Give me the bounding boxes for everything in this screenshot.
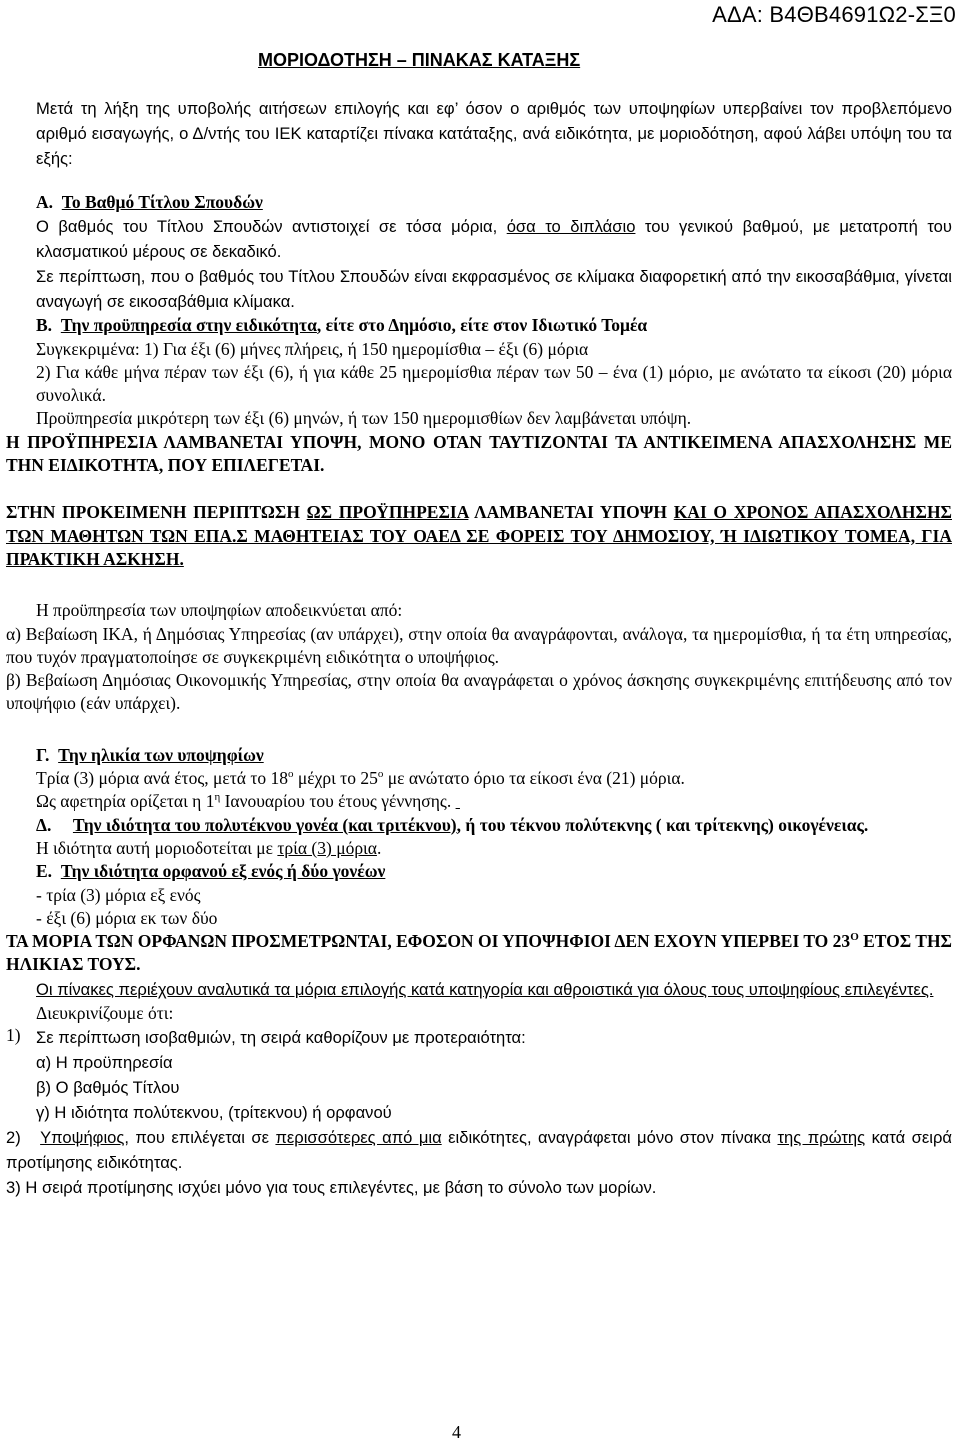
section-a-paragraph-2: Σε περίπτωση, που ο βαθμός του Τίτλου Σπουδών είναι εκφρασμένος σε κλίμακα διαφορετική από την εικοσαβάθμια, γίνεται αναγωγή σε εικοσαβάθμια κλίμακα. — [36, 267, 952, 312]
clarification-item-1-c: γ) Η ιδιότητα πολύτεκνου, (τρίτεκνου) ή ορφανού — [36, 1103, 392, 1123]
section-e-title: Την ιδιότητα ορφανού εξ ενός ή δύο γονέων — [60, 861, 386, 882]
section-e-letter: Ε. — [36, 861, 53, 882]
page-number: 4 — [452, 1422, 461, 1442]
document-body — [6, 96, 952, 1200]
clarification-item-1-number: 1) — [6, 1025, 21, 1046]
section-e-line-1: - τρία (3) μόρια εξ ενός — [36, 884, 201, 905]
e-caps-b: ΕΤΟΣ ΤΗΣ ΗΛΙΚΙΑΣ ΤΟΥΣ. — [6, 931, 952, 975]
intro-paragraph: Μετά τη λήξη της υποβολής αιτήσεων επιλογής και εφ’ όσον ο αριθμός των υποψηφίων υπερβαίνει τον προβλεπόμενο αριθμό εισαγωγής, ο Δ/ντής του ΙΕΚ καταρτίζει πίνακα κατάταξης, ανά ειδικότητα, με μοριοδότηση, αφού λάβει υπόψη του τα εξής: — [36, 99, 952, 168]
proof-intro: Η προϋπηρεσία των υποψηφίων αποδεικνύεται από: — [36, 600, 403, 621]
section-a-letter: Α. — [36, 192, 54, 212]
clarification-item-1 — [6, 1025, 952, 1050]
section-d-heading — [6, 814, 952, 837]
section-b-caps-notice-1: Η ΠΡΟΫΠΗΡΕΣΙΑ ΛΑΜΒΑΝΕΤΑΙ ΥΠΟΨΗ, ΜΟΝΟ ΟΤΑΝ ΤΑΥΤΙΖΟΝΤΑΙ ΤΑ ΑΝΤΙΚΕΙΜΕΝΑ ΑΠΑΣΧΟΛΗΣΗΣ ΜΕ ΤΗΝ ΕΙΔΙΚΟΤΗΤΑ, ΠΟΥ ΕΠΙΛΕΓΕΤΑΙ. — [6, 431, 952, 476]
caps2-text-2: ΛΑΜΒΑΝΕΤΑΙ ΥΠΟΨΗ — [468, 502, 674, 523]
clarification-item-2-number: 2) — [6, 1128, 21, 1148]
c-line1-sup2: ο — [377, 768, 384, 781]
section-b-heading — [6, 314, 952, 337]
clarification-item-3: 3) Η σειρά προτίμησης ισχύει μόνο για τους επιλεγέντες, με βάση το σύνολο των μορίων. — [6, 1178, 657, 1198]
clarification-item-1-a: α) Η προϋπηρεσία — [36, 1053, 173, 1073]
e-caps-sup: Ο — [850, 931, 859, 944]
section-e-line-2: - έξι (6) μόρια εκ των δύο — [36, 907, 218, 928]
section-e-caps-notice — [6, 930, 952, 977]
section-a-p1-text: Ο βαθμός του Τίτλου Σπουδών αντιστοιχεί σε τόσα μόρια, — [36, 217, 507, 237]
section-b-line-1: Συγκεκριμένα: 1) Για έξι (6) μήνες πλήρεις, ή 150 ημερομίσθια – έξι (6) μόρια — [36, 338, 589, 359]
ada-code: ΑΔΑ: Β4ΘΒ4691Ω2-ΣΞ0 — [712, 2, 956, 27]
section-b-line-2: 2) Για κάθε μήνα πέραν των έξι (6), ή για κάθε 25 ημερομίσθια πέραν των 50 – ένα (1) μόριο, με ανώτατο τα είκοσι (20) μόρια συνολικά. — [36, 361, 952, 406]
clarification-item-2 — [6, 1125, 952, 1175]
section-b-caps-notice-2 — [6, 501, 952, 571]
clarification-item-1-text: Σε περίπτωση ισοβαθμιών, τη σειρά καθορίζουν με προτεραιότητα: — [36, 1028, 526, 1048]
section-c-line-1 — [6, 767, 952, 790]
section-d-line — [6, 837, 952, 860]
d-line-a: Η ιδιότητα αυτή μοριοδοτείται με — [36, 837, 278, 858]
section-a-heading — [6, 191, 952, 214]
section-c-title: Την ηλικία των υποψηφίων — [58, 744, 264, 765]
section-b-letter: Β. — [36, 315, 53, 336]
clarification-item-1-b: β) Ο βαθμός Τίτλου — [36, 1078, 180, 1098]
caps2-text: ΣΤΗΝ ΠΡΟΚΕΙΜΕΝΗ ΠΕΡΙΠΤΩΣΗ — [6, 502, 307, 523]
section-b-title-rest: , είτε στο Δημόσιο, είτε στον Ιδιωτικό Τομέα — [316, 315, 648, 336]
c-line2-sup: η — [214, 791, 221, 804]
item2-underlined-2: περισσότερες από μια — [275, 1128, 442, 1148]
section-d-title-underlined: Την ιδιότητα του πολυτέκνου γονέα (και τριτέκνου) — [72, 814, 457, 835]
item2-text-c: κατά σειρά προτίμησης ειδικότητας. — [6, 1128, 952, 1173]
section-b-line-3: Προϋπηρεσία μικρότερη των έξι (6) μηνών, ή των 150 ημερομισθίων δεν λαμβάνεται υπόψη. — [36, 408, 692, 429]
section-e-heading — [6, 860, 952, 883]
item2-text-b: ειδικότητες, αναγράφεται μόνο στον πίνακα — [441, 1128, 778, 1148]
proof-item-b: β) Βεβαίωση Δημόσιας Οικονομικής Υπηρεσίας, στην οποία θα αναγράφεται ο χρόνος άσκησης συγκεκριμένης επιτήδευσης από τον υποψήφιο (εάν υπάρχει). — [6, 670, 952, 714]
page-title: ΜΟΡΙΟΔΟΤΗΣΗ – ΠΙΝΑΚΑΣ ΚΑΤΑΞΗΣ — [258, 50, 581, 70]
section-b-title-underlined: Την προϋπηρεσία στην ειδικότητα — [60, 315, 317, 336]
e-caps-a: ΤΑ ΜΟΡΙΑ ΤΩΝ ΟΡΦΑΝΩΝ ΠΡΟΣΜΕΤΡΩΝΤΑΙ, ΕΦΟΣΟΝ ΟΙ ΥΠΟΨΗΦΙΟΙ ΔΕΝ ΕΧΟΥΝ ΥΠΕΡΒΕΙ ΤΟ 23 — [6, 931, 851, 952]
c-line2-b: Ιανουαρίου του έτους γέννησης. — [220, 791, 452, 812]
c-line1-a: Τρία (3) μόρια ανά έτος, μετά το 18 — [36, 768, 288, 789]
tables-note: Οι πίνακες περιέχουν αναλυτικά τα μόρια επιλογής κατά κατηγορία και αθροιστικά για όλους τους υποψηφίους επιλεγέντες. — [36, 979, 934, 999]
caps2-underlined-1: ΩΣ ΠΡΟΫΠΗΡΕΣΙΑ — [306, 502, 469, 523]
clarifications-intro: Διευκρινίζουμε ότι: — [36, 1002, 174, 1023]
d-line-underlined: τρία (3) μόρια — [277, 837, 377, 858]
section-a-title: Το Βαθμό Τίτλου Σπουδών — [61, 192, 263, 212]
section-a-p1-text-end: του γενικού βαθμού, με μετατροπή του κλασματικού μέρους σε δεκαδικό. — [36, 217, 952, 262]
proof-item-a: α) Βεβαίωση ΙΚΑ, ή Δημόσιας Υπηρεσίας (αν υπάρχει), στην οποία θα αναγράφονται, ανάλογα, τα ημερομίσθια, ή τα έτη υπηρεσίας, που τυχόν πραγματοποίησε σε συγκεκριμένη ειδικότητα ο υποψήφιος. — [6, 623, 952, 667]
section-d-title-rest: , ή του τέκνου πολύτεκνης ( και τρίτεκνης) οικογένειας. — [456, 814, 869, 835]
c-line2-a: Ως αφετηρία ορίζεται η 1 — [36, 791, 215, 812]
section-c-line-2 — [6, 790, 952, 813]
c-line1-c: με ανώτατο όριο τα είκοσι ένα (21) μόρια. — [383, 768, 685, 789]
d-line-b: . — [376, 837, 382, 858]
caps2-underlined-2: ΚΑΙ Ο ΧΡΟΝΟΣ ΑΠΑΣΧΟΛΗΣΗΣ ΤΩΝ ΜΑΘΗΤΩΝ ΤΩΝ ΕΠΑ.Σ ΜΑΘΗΤΕΙΑΣ ΤΟΥ ΟΑΕΔ ΣΕ ΦΟΡΕΙΣ ΤΟΥ ΔΗΜΟΣΙΟΥ, Ή ΙΔΙΩΤΙΚΟΥ ΤΟΜΕΑ, ΓΙΑ ΠΡΑΚΤΙΚΗ ΑΣΚΗΣΗ. — [6, 502, 952, 569]
section-d-letter: Δ. — [36, 814, 52, 835]
item2-underlined-1: Υποψήφιος, — [40, 1128, 129, 1148]
section-c-heading — [6, 744, 952, 767]
c-line1-sup1: ο — [287, 768, 294, 781]
section-a-paragraph-1 — [6, 214, 952, 264]
item2-text-a: που επιλέγεται σε — [128, 1128, 276, 1148]
item2-underlined-3: της πρώτης — [777, 1128, 866, 1148]
section-a-p1-underlined: όσα το διπλάσιο — [506, 217, 636, 237]
section-c-letter: Γ. — [36, 744, 50, 765]
c-line1-b: μέχρι το 25 — [293, 768, 378, 789]
